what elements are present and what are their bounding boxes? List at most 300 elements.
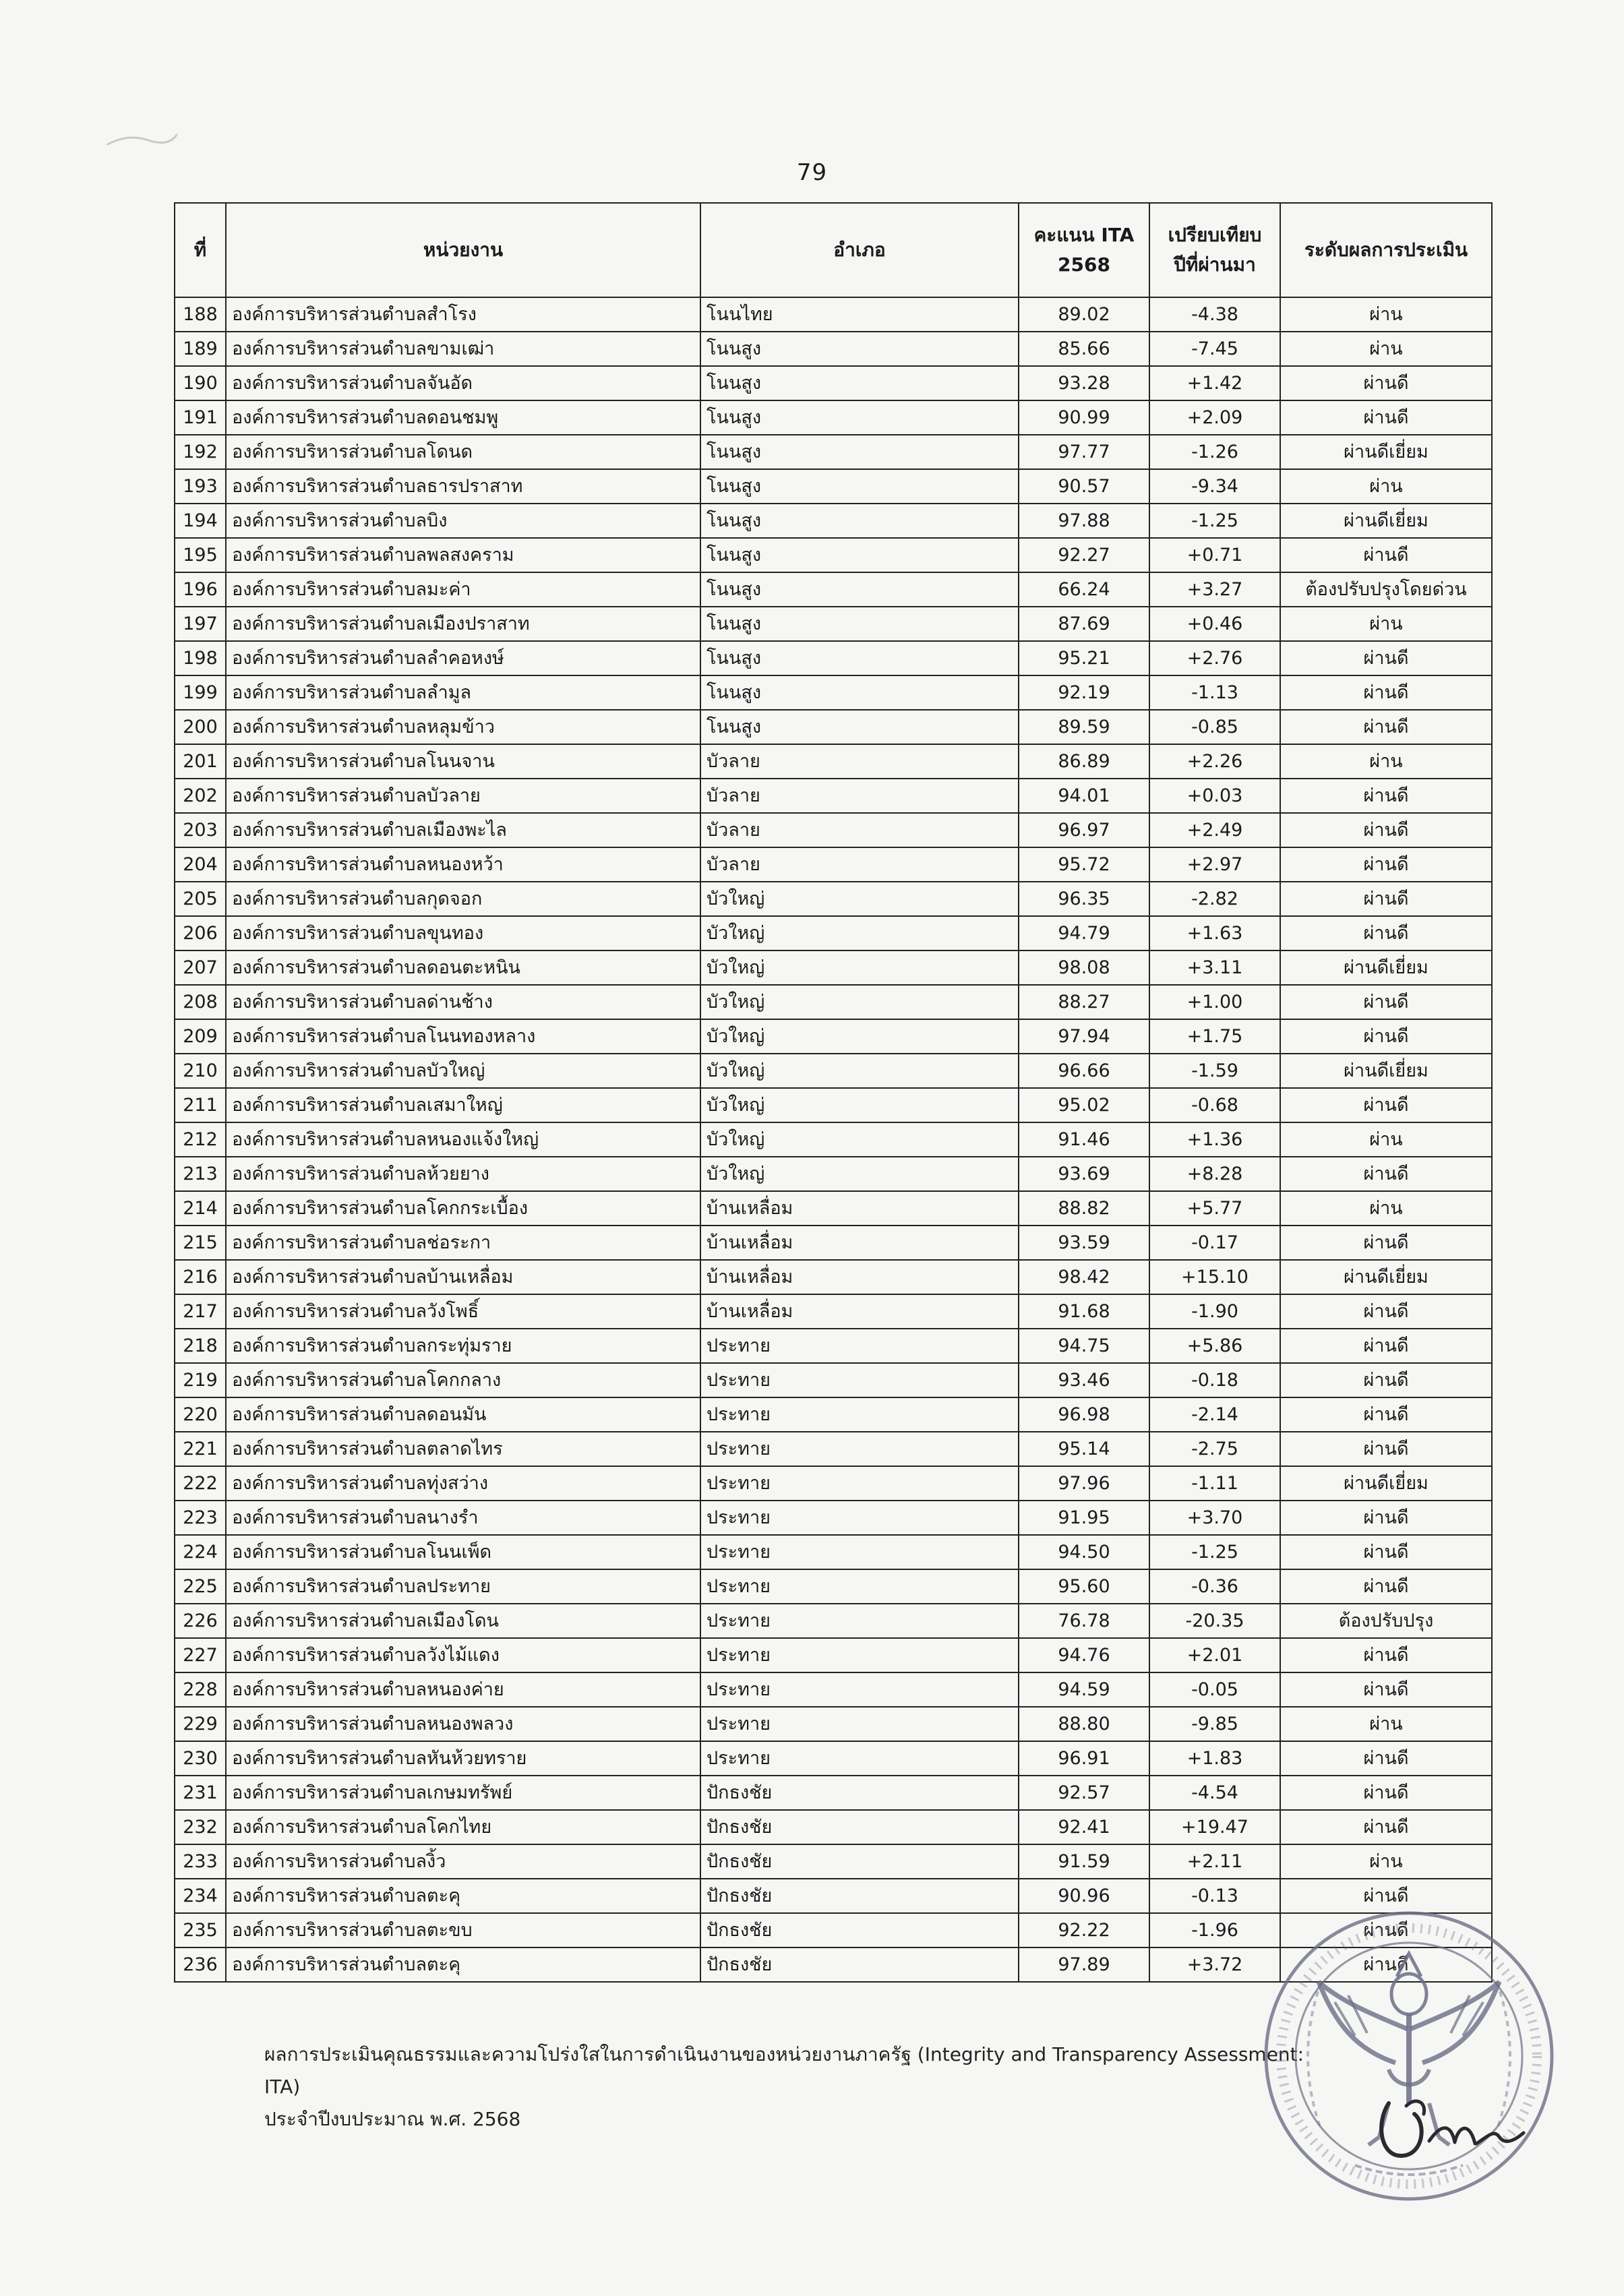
header-result: ระดับผลการประเมิน bbox=[1280, 203, 1492, 297]
row-compare: +5.77 bbox=[1149, 1191, 1280, 1226]
row-district: ประทาย bbox=[700, 1466, 1019, 1501]
row-compare: +2.11 bbox=[1149, 1844, 1280, 1879]
ita-results-table bbox=[174, 202, 1493, 1983]
row-no: 199 bbox=[175, 675, 226, 710]
row-score: 94.75 bbox=[1019, 1329, 1149, 1363]
row-unit: องค์การบริหารส่วนตำบลด่านช้าง bbox=[226, 985, 700, 1019]
row-result: ผ่านดี bbox=[1280, 1947, 1492, 1982]
row-result: ผ่านดี bbox=[1280, 1088, 1492, 1122]
row-unit: องค์การบริหารส่วนตำบลทุ่งสว่าง bbox=[226, 1466, 700, 1501]
row-no: 211 bbox=[175, 1088, 226, 1122]
table-row bbox=[175, 1638, 1492, 1672]
table-row bbox=[175, 1741, 1492, 1776]
row-unit: องค์การบริหารส่วนตำบลมะค่า bbox=[226, 572, 700, 607]
row-result: ผ่านดีเยี่ยม bbox=[1280, 1054, 1492, 1088]
row-district: โนนสูง bbox=[700, 710, 1019, 744]
row-no: 196 bbox=[175, 572, 226, 607]
row-unit: องค์การบริหารส่วนตำบลโนนทองหลาง bbox=[226, 1019, 700, 1054]
row-district: โนนสูง bbox=[700, 332, 1019, 366]
row-score: 97.88 bbox=[1019, 504, 1149, 538]
row-unit: องค์การบริหารส่วนตำบลดอนชมพู bbox=[226, 400, 700, 435]
row-compare: -0.05 bbox=[1149, 1672, 1280, 1707]
row-no: 225 bbox=[175, 1569, 226, 1604]
row-result: ผ่านดี bbox=[1280, 1397, 1492, 1432]
row-district: บัวใหญ่ bbox=[700, 1157, 1019, 1191]
row-score: 95.14 bbox=[1019, 1432, 1149, 1466]
row-unit: องค์การบริหารส่วนตำบลจันอัด bbox=[226, 366, 700, 400]
row-district: ปักธงชัย bbox=[700, 1810, 1019, 1844]
table-row bbox=[175, 297, 1492, 332]
row-district: ปักธงชัย bbox=[700, 1913, 1019, 1947]
row-compare: -9.34 bbox=[1149, 469, 1280, 504]
table-row bbox=[175, 504, 1492, 538]
row-result: ผ่านดี bbox=[1280, 1569, 1492, 1604]
row-no: 204 bbox=[175, 847, 226, 882]
table-row bbox=[175, 1363, 1492, 1397]
row-no: 209 bbox=[175, 1019, 226, 1054]
row-no: 208 bbox=[175, 985, 226, 1019]
row-unit: องค์การบริหารส่วนตำบลโนนเพ็ด bbox=[226, 1535, 700, 1569]
row-unit: องค์การบริหารส่วนตำบลวังโพธิ์ bbox=[226, 1294, 700, 1329]
row-no: 218 bbox=[175, 1329, 226, 1363]
table-row bbox=[175, 950, 1492, 985]
row-result: ผ่านดีเยี่ยม bbox=[1280, 435, 1492, 469]
table-row bbox=[175, 1810, 1492, 1844]
row-result: ผ่านดี bbox=[1280, 538, 1492, 572]
header-district: อำเภอ bbox=[700, 203, 1019, 297]
handwritten-signature-icon bbox=[1362, 2076, 1530, 2177]
row-unit: องค์การบริหารส่วนตำบลโคกไทย bbox=[226, 1810, 700, 1844]
row-compare: -0.68 bbox=[1149, 1088, 1280, 1122]
row-result: ผ่าน bbox=[1280, 1122, 1492, 1157]
row-compare: +2.49 bbox=[1149, 813, 1280, 847]
table-row bbox=[175, 607, 1492, 641]
table-row bbox=[175, 1604, 1492, 1638]
row-district: ปักธงชัย bbox=[700, 1879, 1019, 1913]
row-score: 96.97 bbox=[1019, 813, 1149, 847]
row-no: 197 bbox=[175, 607, 226, 641]
table-row bbox=[175, 1122, 1492, 1157]
row-unit: องค์การบริหารส่วนตำบลช่อระกา bbox=[226, 1226, 700, 1260]
row-compare: +0.46 bbox=[1149, 607, 1280, 641]
row-score: 97.96 bbox=[1019, 1466, 1149, 1501]
table-row bbox=[175, 744, 1492, 779]
row-unit: องค์การบริหารส่วนตำบลห้วยยาง bbox=[226, 1157, 700, 1191]
row-unit: องค์การบริหารส่วนตำบลโดนด bbox=[226, 435, 700, 469]
row-compare: +3.27 bbox=[1149, 572, 1280, 607]
row-no: 229 bbox=[175, 1707, 226, 1741]
row-compare: -0.17 bbox=[1149, 1226, 1280, 1260]
table-row bbox=[175, 332, 1492, 366]
row-score: 88.82 bbox=[1019, 1191, 1149, 1226]
row-no: 228 bbox=[175, 1672, 226, 1707]
table-row bbox=[175, 1191, 1492, 1226]
row-result: ผ่านดี bbox=[1280, 882, 1492, 916]
row-result: ต้องปรับปรุง bbox=[1280, 1604, 1492, 1638]
row-no: 210 bbox=[175, 1054, 226, 1088]
row-unit: องค์การบริหารส่วนตำบลตะคุ bbox=[226, 1947, 700, 1982]
row-no: 227 bbox=[175, 1638, 226, 1672]
row-score: 94.79 bbox=[1019, 916, 1149, 950]
row-score: 92.57 bbox=[1019, 1776, 1149, 1810]
row-result: ผ่านดีเยี่ยม bbox=[1280, 950, 1492, 985]
table-row bbox=[175, 847, 1492, 882]
row-unit: องค์การบริหารส่วนตำบลขุนทอง bbox=[226, 916, 700, 950]
table-row bbox=[175, 1672, 1492, 1707]
table-row bbox=[175, 985, 1492, 1019]
header-compare-line1: เปรียบเทียบ bbox=[1168, 224, 1262, 246]
footnote-line2: ประจำปีงบประมาณ พ.ศ. 2568 bbox=[264, 2108, 521, 2130]
table-row bbox=[175, 1054, 1492, 1088]
header-score bbox=[1019, 203, 1149, 297]
row-district: ประทาย bbox=[700, 1604, 1019, 1638]
row-no: 231 bbox=[175, 1776, 226, 1810]
row-unit: องค์การบริหารส่วนตำบลเมืองโดน bbox=[226, 1604, 700, 1638]
ita-results-table-container bbox=[174, 202, 1491, 1983]
row-compare: -1.90 bbox=[1149, 1294, 1280, 1329]
row-unit: องค์การบริหารส่วนตำบลดอนตะหนิน bbox=[226, 950, 700, 985]
row-no: 217 bbox=[175, 1294, 226, 1329]
row-compare: -1.11 bbox=[1149, 1466, 1280, 1501]
row-unit: องค์การบริหารส่วนตำบลกุดจอก bbox=[226, 882, 700, 916]
footnote bbox=[264, 2038, 1343, 2136]
row-unit: องค์การบริหารส่วนตำบลหนองค่าย bbox=[226, 1672, 700, 1707]
row-compare: +1.63 bbox=[1149, 916, 1280, 950]
row-score: 90.96 bbox=[1019, 1879, 1149, 1913]
row-compare: +3.72 bbox=[1149, 1947, 1280, 1982]
row-no: 195 bbox=[175, 538, 226, 572]
row-score: 95.21 bbox=[1019, 641, 1149, 675]
row-unit: องค์การบริหารส่วนตำบลพลสงคราม bbox=[226, 538, 700, 572]
row-compare: -1.13 bbox=[1149, 675, 1280, 710]
row-compare: +8.28 bbox=[1149, 1157, 1280, 1191]
row-compare: -7.45 bbox=[1149, 332, 1280, 366]
row-score: 85.66 bbox=[1019, 332, 1149, 366]
row-district: โนนสูง bbox=[700, 366, 1019, 400]
row-district: โนนสูง bbox=[700, 504, 1019, 538]
row-unit: องค์การบริหารส่วนตำบลบัวลาย bbox=[226, 779, 700, 813]
row-score: 96.98 bbox=[1019, 1397, 1149, 1432]
row-compare: +2.97 bbox=[1149, 847, 1280, 882]
row-result: ผ่าน bbox=[1280, 744, 1492, 779]
row-district: บัวลาย bbox=[700, 744, 1019, 779]
row-unit: องค์การบริหารส่วนตำบลนางรำ bbox=[226, 1501, 700, 1535]
row-no: 201 bbox=[175, 744, 226, 779]
table-row bbox=[175, 538, 1492, 572]
row-result: ผ่านดี bbox=[1280, 779, 1492, 813]
table-row bbox=[175, 1226, 1492, 1260]
row-result: ผ่าน bbox=[1280, 1844, 1492, 1879]
row-compare: +2.26 bbox=[1149, 744, 1280, 779]
row-district: ประทาย bbox=[700, 1672, 1019, 1707]
row-district: บัวใหญ่ bbox=[700, 916, 1019, 950]
row-result: ผ่านดี bbox=[1280, 1019, 1492, 1054]
row-compare: -0.13 bbox=[1149, 1879, 1280, 1913]
row-no: 206 bbox=[175, 916, 226, 950]
row-result: ผ่านดี bbox=[1280, 400, 1492, 435]
table-row bbox=[175, 710, 1492, 744]
row-no: 203 bbox=[175, 813, 226, 847]
row-score: 97.94 bbox=[1019, 1019, 1149, 1054]
row-compare: +1.83 bbox=[1149, 1741, 1280, 1776]
row-result: ผ่านดี bbox=[1280, 1741, 1492, 1776]
table-row bbox=[175, 572, 1492, 607]
row-result: ผ่านดี bbox=[1280, 1913, 1492, 1947]
header-compare-line2: ปีที่ผ่านมา bbox=[1174, 253, 1256, 276]
row-score: 94.76 bbox=[1019, 1638, 1149, 1672]
row-unit: องค์การบริหารส่วนตำบลหนองพลวง bbox=[226, 1707, 700, 1741]
page-number: 79 bbox=[796, 159, 828, 186]
row-no: 198 bbox=[175, 641, 226, 675]
row-no: 224 bbox=[175, 1535, 226, 1569]
row-compare: -1.59 bbox=[1149, 1054, 1280, 1088]
row-score: 95.60 bbox=[1019, 1569, 1149, 1604]
row-score: 96.66 bbox=[1019, 1054, 1149, 1088]
row-compare: -0.18 bbox=[1149, 1363, 1280, 1397]
row-compare: +5.86 bbox=[1149, 1329, 1280, 1363]
row-result: ผ่านดี bbox=[1280, 985, 1492, 1019]
row-result: ผ่านดี bbox=[1280, 1879, 1492, 1913]
row-result: ผ่านดีเยี่ยม bbox=[1280, 1260, 1492, 1294]
row-compare: -1.25 bbox=[1149, 504, 1280, 538]
row-unit: องค์การบริหารส่วนตำบลประทาย bbox=[226, 1569, 700, 1604]
row-score: 91.68 bbox=[1019, 1294, 1149, 1329]
row-result: ผ่าน bbox=[1280, 1191, 1492, 1226]
row-district: บ้านเหลื่อม bbox=[700, 1191, 1019, 1226]
table-row bbox=[175, 1088, 1492, 1122]
row-result: ผ่านดี bbox=[1280, 1329, 1492, 1363]
row-district: บัวใหญ่ bbox=[700, 1088, 1019, 1122]
row-district: โนนไทย bbox=[700, 297, 1019, 332]
row-compare: +2.76 bbox=[1149, 641, 1280, 675]
row-compare: +1.42 bbox=[1149, 366, 1280, 400]
row-district: บัวใหญ่ bbox=[700, 1122, 1019, 1157]
row-score: 94.01 bbox=[1019, 779, 1149, 813]
row-district: โนนสูง bbox=[700, 435, 1019, 469]
row-compare: -4.54 bbox=[1149, 1776, 1280, 1810]
row-district: ประทาย bbox=[700, 1741, 1019, 1776]
row-no: 212 bbox=[175, 1122, 226, 1157]
row-compare: -0.36 bbox=[1149, 1569, 1280, 1604]
row-result: ผ่านดี bbox=[1280, 1810, 1492, 1844]
row-district: บัวใหญ่ bbox=[700, 1054, 1019, 1088]
row-score: 90.99 bbox=[1019, 400, 1149, 435]
table-row bbox=[175, 366, 1492, 400]
row-result: ผ่านดี bbox=[1280, 1432, 1492, 1466]
row-unit: องค์การบริหารส่วนตำบลงิ้ว bbox=[226, 1844, 700, 1879]
row-score: 95.72 bbox=[1019, 847, 1149, 882]
table-row bbox=[175, 1707, 1492, 1741]
row-no: 221 bbox=[175, 1432, 226, 1466]
table-row bbox=[175, 1294, 1492, 1329]
row-compare: -0.85 bbox=[1149, 710, 1280, 744]
header-unit: หน่วยงาน bbox=[226, 203, 700, 297]
table-row bbox=[175, 1844, 1492, 1879]
row-compare: -2.82 bbox=[1149, 882, 1280, 916]
row-unit: องค์การบริหารส่วนตำบลเสมาใหญ่ bbox=[226, 1088, 700, 1122]
row-district: โนนสูง bbox=[700, 607, 1019, 641]
row-result: ผ่านดี bbox=[1280, 916, 1492, 950]
row-no: 216 bbox=[175, 1260, 226, 1294]
row-district: บัวลาย bbox=[700, 779, 1019, 813]
table-body bbox=[175, 297, 1492, 1982]
row-no: 226 bbox=[175, 1604, 226, 1638]
row-district: โนนสูง bbox=[700, 675, 1019, 710]
footnote-line1: ผลการประเมินคุณธรรมและความโปร่งใสในการดำเนินงานของหน่วยงานภาครัฐ (Integrity and Transparency Assessment: ITA) bbox=[264, 2043, 1304, 2098]
row-compare: -20.35 bbox=[1149, 1604, 1280, 1638]
row-district: ประทาย bbox=[700, 1432, 1019, 1466]
row-unit: องค์การบริหารส่วนตำบลบ้านเหลื่อม bbox=[226, 1260, 700, 1294]
row-compare: -9.85 bbox=[1149, 1707, 1280, 1741]
row-compare: -1.26 bbox=[1149, 435, 1280, 469]
row-result: ต้องปรับปรุงโดยด่วน bbox=[1280, 572, 1492, 607]
table-row bbox=[175, 1535, 1492, 1569]
row-district: บ้านเหลื่อม bbox=[700, 1294, 1019, 1329]
table-row bbox=[175, 400, 1492, 435]
row-score: 89.59 bbox=[1019, 710, 1149, 744]
row-score: 93.28 bbox=[1019, 366, 1149, 400]
row-district: โนนสูง bbox=[700, 469, 1019, 504]
row-score: 93.46 bbox=[1019, 1363, 1149, 1397]
row-district: บัวลาย bbox=[700, 813, 1019, 847]
row-score: 94.59 bbox=[1019, 1672, 1149, 1707]
row-no: 233 bbox=[175, 1844, 226, 1879]
row-score: 66.24 bbox=[1019, 572, 1149, 607]
row-score: 96.35 bbox=[1019, 882, 1149, 916]
row-compare: -2.14 bbox=[1149, 1397, 1280, 1432]
table-row bbox=[175, 1019, 1492, 1054]
row-result: ผ่านดี bbox=[1280, 1157, 1492, 1191]
row-score: 97.89 bbox=[1019, 1947, 1149, 1982]
table-row bbox=[175, 1397, 1492, 1432]
row-district: บัวใหญ่ bbox=[700, 985, 1019, 1019]
scan-smudge-icon bbox=[101, 125, 182, 152]
row-no: 219 bbox=[175, 1363, 226, 1397]
row-score: 76.78 bbox=[1019, 1604, 1149, 1638]
row-compare: +3.70 bbox=[1149, 1501, 1280, 1535]
row-no: 236 bbox=[175, 1947, 226, 1982]
row-district: โนนสูง bbox=[700, 572, 1019, 607]
row-result: ผ่าน bbox=[1280, 607, 1492, 641]
row-result: ผ่านดี bbox=[1280, 1638, 1492, 1672]
row-no: 193 bbox=[175, 469, 226, 504]
row-score: 96.91 bbox=[1019, 1741, 1149, 1776]
row-result: ผ่านดี bbox=[1280, 1672, 1492, 1707]
row-unit: องค์การบริหารส่วนตำบลบิง bbox=[226, 504, 700, 538]
row-result: ผ่านดี bbox=[1280, 675, 1492, 710]
row-score: 92.27 bbox=[1019, 538, 1149, 572]
row-no: 234 bbox=[175, 1879, 226, 1913]
row-score: 91.46 bbox=[1019, 1122, 1149, 1157]
row-unit: องค์การบริหารส่วนตำบลดอนมัน bbox=[226, 1397, 700, 1432]
row-unit: องค์การบริหารส่วนตำบลหลุมข้าว bbox=[226, 710, 700, 744]
row-score: 89.02 bbox=[1019, 297, 1149, 332]
row-no: 194 bbox=[175, 504, 226, 538]
row-result: ผ่าน bbox=[1280, 332, 1492, 366]
row-district: ประทาย bbox=[700, 1501, 1019, 1535]
row-unit: องค์การบริหารส่วนตำบลขามเฒ่า bbox=[226, 332, 700, 366]
row-no: 235 bbox=[175, 1913, 226, 1947]
row-no: 215 bbox=[175, 1226, 226, 1260]
row-district: ประทาย bbox=[700, 1569, 1019, 1604]
row-result: ผ่าน bbox=[1280, 297, 1492, 332]
table-header-row bbox=[175, 203, 1492, 297]
table-row bbox=[175, 1569, 1492, 1604]
row-no: 213 bbox=[175, 1157, 226, 1191]
row-unit: องค์การบริหารส่วนตำบลหนองหว้า bbox=[226, 847, 700, 882]
row-district: บัวใหญ่ bbox=[700, 882, 1019, 916]
row-result: ผ่านดี bbox=[1280, 641, 1492, 675]
row-district: บ้านเหลื่อม bbox=[700, 1260, 1019, 1294]
row-score: 92.41 bbox=[1019, 1810, 1149, 1844]
row-district: ปักธงชัย bbox=[700, 1947, 1019, 1982]
table-row bbox=[175, 779, 1492, 813]
row-no: 205 bbox=[175, 882, 226, 916]
row-district: ประทาย bbox=[700, 1638, 1019, 1672]
row-district: โนนสูง bbox=[700, 538, 1019, 572]
table-row bbox=[175, 1432, 1492, 1466]
table-row bbox=[175, 1260, 1492, 1294]
row-result: ผ่านดี bbox=[1280, 1294, 1492, 1329]
row-compare: -4.38 bbox=[1149, 297, 1280, 332]
row-unit: องค์การบริหารส่วนตำบลหนองแจ้งใหญ่ bbox=[226, 1122, 700, 1157]
row-score: 95.02 bbox=[1019, 1088, 1149, 1122]
row-district: ประทาย bbox=[700, 1707, 1019, 1741]
row-compare: -1.25 bbox=[1149, 1535, 1280, 1569]
row-no: 202 bbox=[175, 779, 226, 813]
row-result: ผ่านดีเยี่ยม bbox=[1280, 504, 1492, 538]
row-district: บัวใหญ่ bbox=[700, 950, 1019, 985]
row-compare: +19.47 bbox=[1149, 1810, 1280, 1844]
row-score: 92.19 bbox=[1019, 675, 1149, 710]
row-district: ปักธงชัย bbox=[700, 1844, 1019, 1879]
row-score: 87.69 bbox=[1019, 607, 1149, 641]
row-compare: -1.96 bbox=[1149, 1913, 1280, 1947]
row-result: ผ่านดี bbox=[1280, 366, 1492, 400]
row-result: ผ่านดี bbox=[1280, 710, 1492, 744]
row-district: ประทาย bbox=[700, 1363, 1019, 1397]
row-result: ผ่านดี bbox=[1280, 1363, 1492, 1397]
table-row bbox=[175, 916, 1492, 950]
row-compare: +3.11 bbox=[1149, 950, 1280, 985]
row-score: 93.59 bbox=[1019, 1226, 1149, 1260]
table-row bbox=[175, 641, 1492, 675]
row-score: 93.69 bbox=[1019, 1157, 1149, 1191]
row-result: ผ่าน bbox=[1280, 1707, 1492, 1741]
table-row bbox=[175, 882, 1492, 916]
table-row bbox=[175, 469, 1492, 504]
row-unit: องค์การบริหารส่วนตำบลวังไม้แดง bbox=[226, 1638, 700, 1672]
row-compare: -2.75 bbox=[1149, 1432, 1280, 1466]
row-no: 222 bbox=[175, 1466, 226, 1501]
row-compare: +0.71 bbox=[1149, 538, 1280, 572]
row-score: 86.89 bbox=[1019, 744, 1149, 779]
row-no: 220 bbox=[175, 1397, 226, 1432]
row-unit: องค์การบริหารส่วนตำบลธารปราสาท bbox=[226, 469, 700, 504]
row-district: ประทาย bbox=[700, 1535, 1019, 1569]
row-score: 98.42 bbox=[1019, 1260, 1149, 1294]
row-result: ผ่านดี bbox=[1280, 1501, 1492, 1535]
row-compare: +1.00 bbox=[1149, 985, 1280, 1019]
row-result: ผ่านดี bbox=[1280, 1776, 1492, 1810]
row-unit: องค์การบริหารส่วนตำบลโนนจาน bbox=[226, 744, 700, 779]
table-row bbox=[175, 1329, 1492, 1363]
row-unit: องค์การบริหารส่วนตำบลเมืองพะไล bbox=[226, 813, 700, 847]
row-district: โนนสูง bbox=[700, 641, 1019, 675]
header-score-line2: 2568 bbox=[1058, 253, 1110, 276]
header-no: ที่ bbox=[175, 203, 226, 297]
row-result: ผ่านดี bbox=[1280, 1535, 1492, 1569]
